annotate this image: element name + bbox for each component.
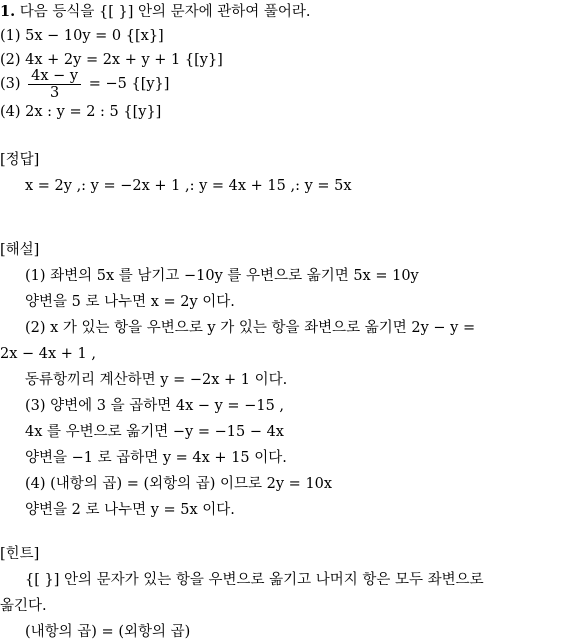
problem-item-4: [0, 102, 161, 122]
hint-line: 옮긴다.: [0, 598, 47, 614]
explanation-line: 양변을 5 로 나누면 x = 2y 이다.: [25, 294, 235, 310]
explanation-line: 동류항끼리 계산하면 y = −2x + 1 이다.: [25, 372, 288, 388]
fraction-numerator: 4x − y: [28, 68, 81, 85]
answer-heading: [정답]: [0, 152, 40, 168]
problem-item-1: [0, 26, 164, 46]
item-expr: 4x + 2y = 2x + y + 1 {[y}]: [25, 52, 223, 68]
problem-instruction: 다음 등식을 {[ }] 안의 문자에 관하여 풀어라.: [19, 4, 311, 20]
explanation-line: 양변을 2 로 나누면 y = 5x 이다.: [25, 502, 235, 518]
explanation-line: (4) (내항의 곱) = (외항의 곱) 이므로 2y = 10x: [25, 476, 333, 492]
explanation-line: 4x 를 우변으로 옮기면 −y = −15 − 4x: [25, 424, 284, 440]
explanation-line: (2) x 가 있는 항을 우변으로 y 가 있는 항을 좌변으로 옮기면 2y − y =: [25, 320, 476, 336]
fraction-denominator: 3: [50, 84, 60, 101]
explanation-line: 2x − 4x + 1 ,: [0, 346, 96, 362]
fraction: [28, 68, 81, 101]
item-label: (2): [0, 52, 21, 68]
hint-line: {[ }] 안의 문자가 있는 항을 우변으로 옮기고 나머지 항은 모두 좌변으로: [25, 572, 484, 588]
item-expr: = −5 {[y}]: [88, 76, 170, 92]
item-expr: 5x − 10y = 0 {[x}]: [25, 28, 164, 44]
problem-number: 1.: [0, 3, 16, 20]
explanation-line: (1) 좌변의 5x 를 남기고 −10y 를 우변으로 옮기면 5x = 10y: [25, 268, 419, 284]
item-expr: 2x : y = 2 : 5 {[y}]: [25, 104, 162, 120]
explanation-line: (3) 양변에 3 을 곱하면 4x − y = −15 ,: [25, 398, 285, 414]
explanation-heading: [해설]: [0, 242, 40, 258]
item-label: (3): [0, 76, 21, 92]
explanation-line: 양변을 −1 로 곱하면 y = 4x + 15 이다.: [25, 450, 287, 466]
hint-line: (내항의 곱) = (외항의 곱): [25, 624, 191, 640]
answer-content: x = 2y ,: y = −2x + 1 ,: y = 4x + 15 ,: y = 5x: [25, 178, 352, 194]
problem-item-3: [0, 66, 169, 102]
item-label: (4): [0, 104, 21, 120]
item-label: (1): [0, 28, 21, 44]
problem-title: [0, 2, 311, 22]
hint-heading: [힌트]: [0, 546, 40, 562]
